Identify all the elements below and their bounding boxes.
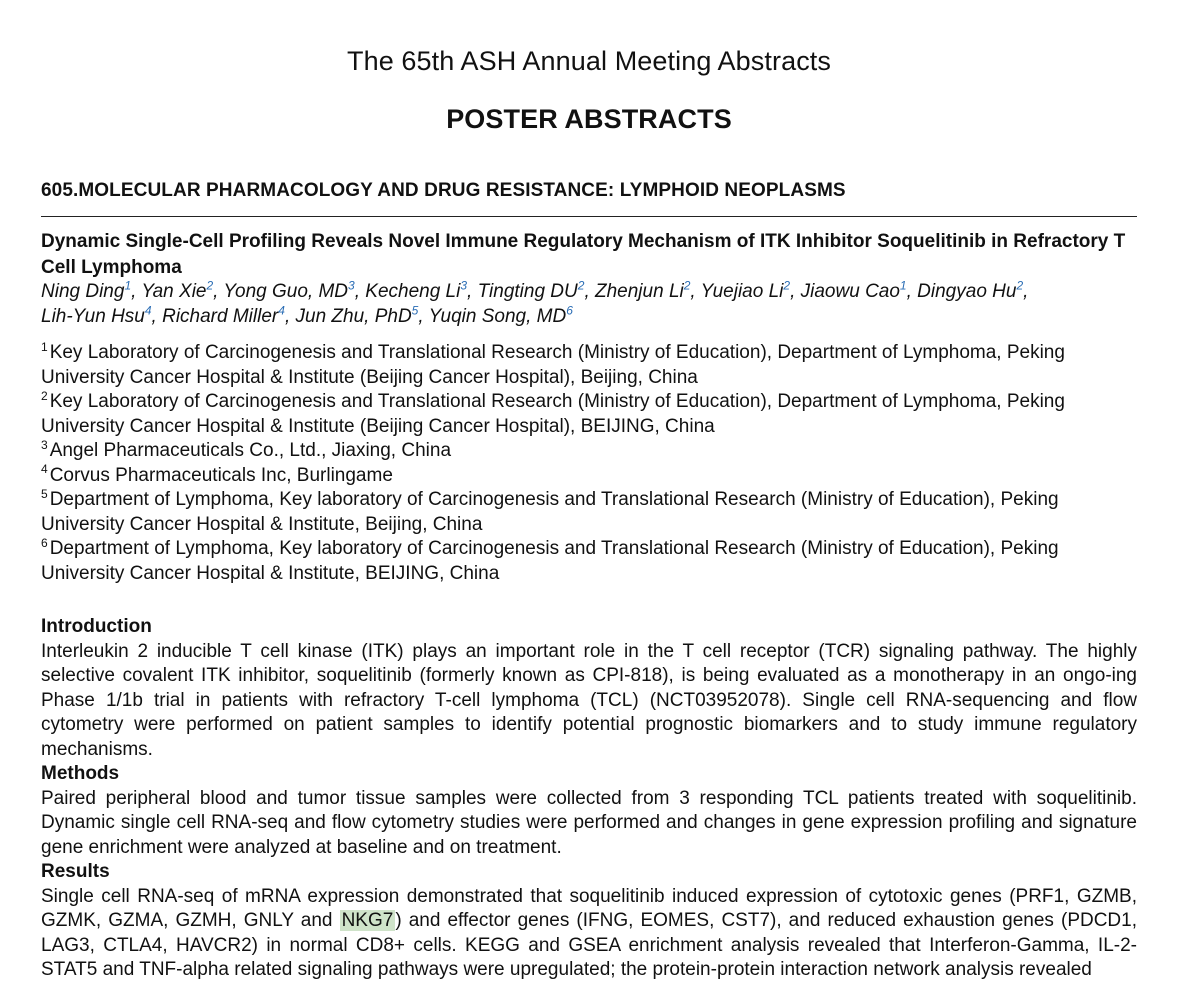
author: Yong Guo, MD$^3$, (223, 278, 366, 302)
affiliation-number: 5 (41, 486, 48, 501)
affiliation-link[interactable]: 1 (899, 278, 907, 293)
affiliation-link[interactable]: 3 (348, 278, 355, 293)
author: Jun Zhu, PhD$^5$, (295, 303, 429, 327)
affiliation-item (41, 390, 1137, 439)
author: Lih-Yun Hsu$^4$, (41, 303, 163, 327)
affiliation-item (41, 464, 1137, 489)
affiliation-list (41, 341, 1137, 586)
results-text: Single cell RNA-seq of mRNA expression demonstrated that soquelitinib induced expression of cytotoxic genes (PRF1, GZMB, GZMK, GZMA, GZMH, GNLY and NKG7 ) and effector genes (IFNG, EOMES, CST7), and reduced exhaustion genes (PDCD1, LAG3, CTLA4, HAVCR2) in normal CD8+ cells. KEGG and GSEA enrichment analysis revealed that Interferon-Gamma, IL-2-STAT5 and TNF-alpha related signaling pathways were upregulated; the protein-protein interaction network analysis revealed (41, 885, 1137, 980)
affiliation-link[interactable]: 6 (566, 303, 573, 318)
affiliation-text: Key Laboratory of Carcinogenesis and Translational Research (Ministry of Education), Department of Lymphoma, Peking University Cancer Hospital & Institute (Beijing Cancer Hospital), Beijing, China (41, 342, 1065, 388)
methods-heading: Methods (41, 763, 120, 784)
affiliation-number: 4 (41, 462, 48, 477)
affiliation-item (41, 439, 1137, 464)
affiliation-item (41, 537, 1137, 586)
author: Yan Xie$^2$, (141, 278, 224, 302)
highlighted-term: NKG7 (341, 910, 394, 931)
affiliation-link[interactable]: 5 (411, 303, 419, 318)
divider (41, 216, 1137, 217)
introduction-text: Interleukin 2 inducible T cell kinase (ITK) plays an important role in the T cell receptor (TCR) signaling pathway. The highly selective covalent ITK inhibitor, soquelitinib (formerly known as CPI-818), is being evaluated as a monotherapy in an ongo-ing Phase 1/1b trial in patients with refractory T-cell lymphoma (TCL) (NCT03952078). Single cell RNA-sequencing and flow cytometry were performed on patient samples to identify potential prognostic biomarkers and to study immune regulatory mechanisms. (41, 640, 1137, 760)
author-list (41, 279, 1137, 329)
author: Kecheng Li$^3$, (365, 278, 478, 302)
affiliation-item (41, 341, 1137, 390)
affiliation-link[interactable]: 2 (1016, 278, 1024, 293)
affiliation-link[interactable]: 2 (683, 278, 691, 293)
affiliation-link[interactable]: 1 (124, 278, 132, 293)
results-heading: Results (41, 861, 110, 882)
affiliation-number: 2 (41, 388, 48, 403)
affiliation-text: Corvus Pharmaceuticals Inc, Burlingame (49, 464, 393, 486)
section-title: POSTER ABSTRACTS (446, 104, 732, 134)
methods-text: Paired peripheral blood and tumor tissue samples were collected from 3 responding TCL patients treated with soquelitinib. Dynamic single cell RNA-seq and flow cytometry studies were performed and changes in gene expression profiling and signature gene enrichment were analyzed at baseline and on treatment. (41, 787, 1137, 858)
introduction-heading: Introduction (41, 616, 152, 637)
author: Ning Ding$^1$, (41, 278, 142, 302)
author: Richard Miller$^4$, (162, 303, 296, 327)
affiliation-link[interactable]: 2 (577, 278, 585, 293)
affiliation-link[interactable]: 3 (460, 278, 468, 293)
affiliation-text: Department of Lymphoma, Key laboratory of Carcinogenesis and Translational Research (Ministry of Education), Peking University Cancer Hospital & Institute, Beijing, China (41, 489, 1059, 535)
affiliation-number: 3 (41, 437, 48, 452)
abstract-title: Dynamic Single-Cell Profiling Reveals Novel Immune Regulatory Mechanism of ITK Inhibitor Soquelitinib in Refractory T Cell Lymphoma (41, 231, 1126, 278)
affiliation-item (41, 488, 1137, 537)
abstract-body (41, 615, 1137, 983)
affiliation-link[interactable]: 4 (278, 303, 285, 318)
author: Jiaowu Cao$^1$, (800, 278, 918, 302)
author: Dingyao Hu$^2$, (917, 278, 1029, 302)
affiliation-text: Angel Pharmaceuticals Co., Ltd., Jiaxing, China (49, 440, 452, 461)
author: Yuqin Song, MD$^6$ (428, 303, 573, 327)
meeting-title: The 65th ASH Annual Meeting Abstracts (347, 46, 831, 76)
affiliation-text: Department of Lymphoma, Key laboratory of Carcinogenesis and Translational Research (Ministry of Education), Peking University Cancer Hospital & Institute, BEIJING, China (41, 538, 1059, 584)
affiliation-text: Key Laboratory of Carcinogenesis and Translational Research (Ministry of Education), Department of Lymphoma, Peking University Cancer Hospital & Institute (Beijing Cancer Hospital), BEIJING, China (41, 391, 1065, 437)
affiliation-number: 6 (41, 535, 48, 550)
affiliation-number: 1 (41, 339, 48, 354)
author: Tingting DU$^2$, (477, 278, 595, 302)
author: Yuejiao Li$^2$, (700, 278, 801, 302)
author: Zhenjun Li$^2$, (595, 278, 701, 302)
affiliation-link[interactable]: 2 (783, 278, 791, 293)
affiliation-link[interactable]: 2 (206, 278, 214, 293)
category-heading: 605.MOLECULAR PHARMACOLOGY AND DRUG RESISTANCE: LYMPHOID NEOPLASMS (41, 180, 846, 201)
affiliation-link[interactable]: 4 (144, 303, 152, 318)
